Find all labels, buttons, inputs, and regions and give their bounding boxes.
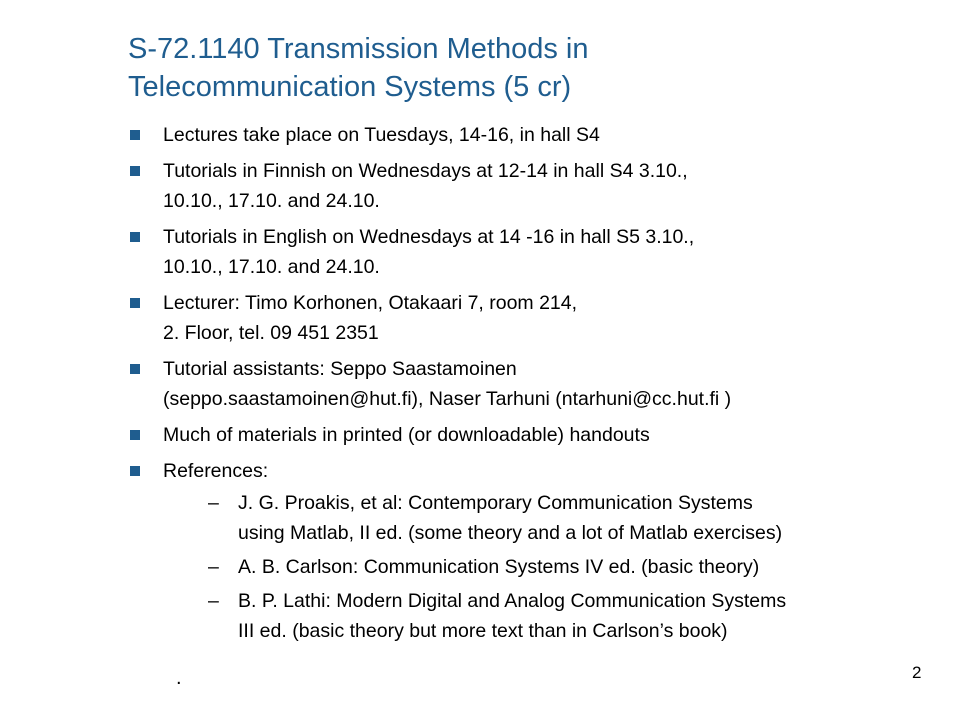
bullet-item-references [128, 456, 938, 646]
bullet-text: 10.10., 17.10. and 24.10. [163, 256, 380, 278]
square-bullet-icon [130, 364, 140, 374]
bullet-list [128, 120, 938, 652]
square-bullet-icon [130, 166, 140, 176]
bullet-text: Much of materials in printed (or downloadable) handouts [163, 424, 650, 446]
slide-title [128, 30, 928, 106]
bullet-text: Tutorial assistants: Seppo Saastamoinen [163, 358, 517, 380]
slide-title-line: Telecommunication Systems (5 cr) [128, 71, 572, 103]
page-number: 2 [912, 663, 922, 682]
bullet-text: 2. Floor, tel. 09 451 2351 [163, 322, 379, 344]
reference-text: A. B. Carlson: Communication Systems IV ed. (basic theory) [238, 556, 760, 578]
bullet-item [128, 288, 938, 348]
square-bullet-icon [130, 298, 140, 308]
bullet-text: Tutorials in English on Wednesdays at 14 -16 in hall S5 3.10., [163, 226, 695, 248]
bullet-item [128, 120, 938, 150]
bullet-item [128, 222, 938, 282]
reference-list [163, 488, 938, 646]
reference-text: III ed. (basic theory but more text than in Carlson’s book) [238, 620, 728, 642]
reference-item [208, 586, 938, 646]
dash-bullet: – [208, 590, 219, 612]
square-bullet-icon [130, 232, 140, 242]
reference-text: J. G. Proakis, et al: Contemporary Communication Systems [238, 492, 753, 514]
bullet-text: References: [163, 460, 269, 482]
bullet-item [128, 354, 938, 414]
square-bullet-icon [130, 430, 140, 440]
bullet-text: (seppo.saastamoinen@hut.fi), Naser Tarhuni (ntarhuni@cc.hut.fi ) [163, 388, 732, 410]
bullet-item [128, 156, 938, 216]
bullet-text: Lectures take place on Tuesdays, 14-16, in hall S4 [163, 124, 600, 146]
slide-title-line: S-72.1140 Transmission Methods in [128, 33, 589, 65]
square-bullet-icon [130, 130, 140, 140]
bullet-text: Tutorials in Finnish on Wednesdays at 12-14 in hall S4 3.10., [163, 160, 688, 182]
bullet-text: 10.10., 17.10. and 24.10. [163, 190, 380, 212]
trailing-dot: . [176, 667, 182, 689]
reference-text: B. P. Lathi: Modern Digital and Analog Communication Systems [238, 590, 787, 612]
reference-item [208, 488, 938, 548]
dash-bullet: – [208, 556, 219, 578]
bullet-text: Lecturer: Timo Korhonen, Otakaari 7, room 214, [163, 292, 578, 314]
square-bullet-icon [130, 466, 140, 476]
reference-item [208, 552, 938, 582]
reference-text: using Matlab, II ed. (some theory and a lot of Matlab exercises) [238, 522, 783, 544]
dash-bullet: – [208, 492, 219, 514]
bullet-item [128, 420, 938, 450]
